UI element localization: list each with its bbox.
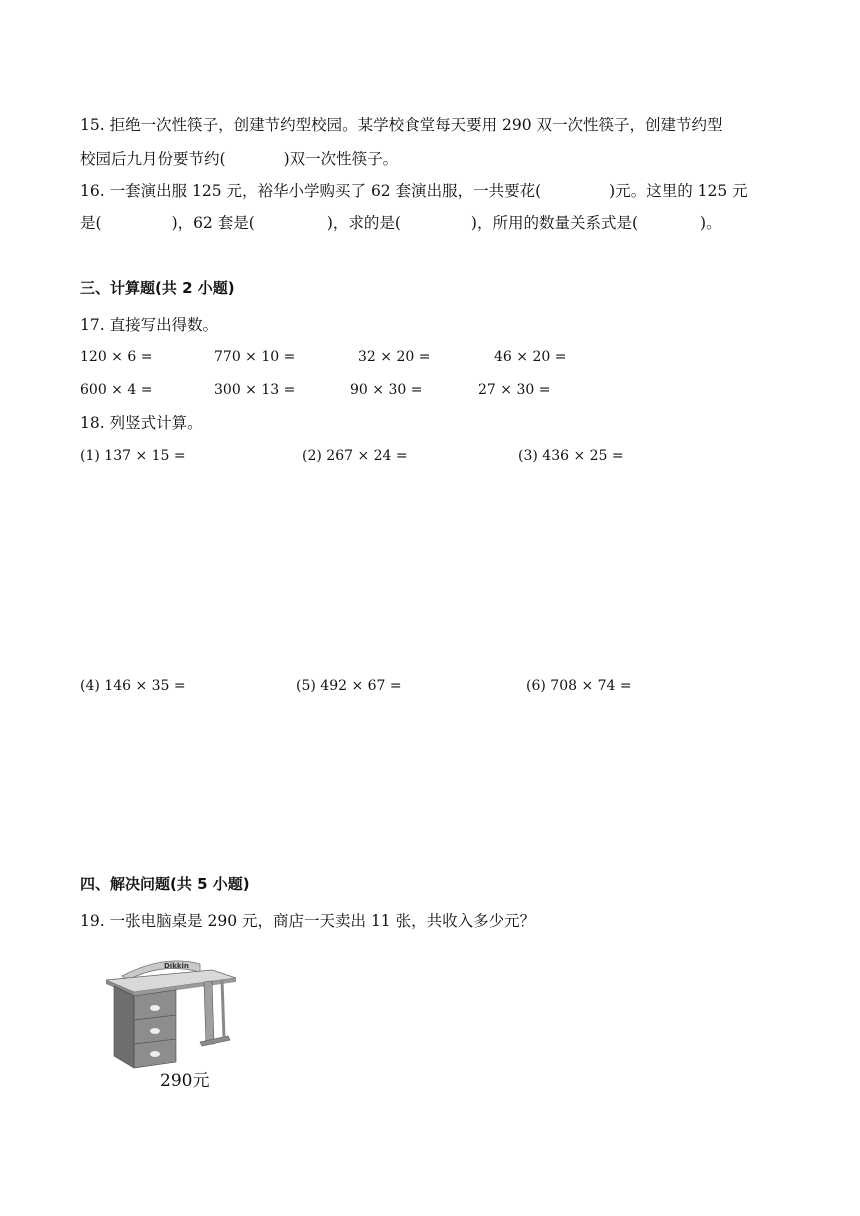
- oral-calc-item: 770 × 10 =: [214, 349, 296, 365]
- vertical-calc-item: (1) 137 × 15 =: [80, 448, 186, 464]
- q15-text-b: )双一次性筷子。: [283, 150, 399, 168]
- desk-logo: Dikkin: [164, 962, 189, 970]
- vertical-calc-item: (3) 436 × 25 =: [518, 448, 624, 464]
- oral-calc-item: 120 × 6 =: [80, 349, 153, 365]
- question-17-prompt: 17. 直接写出得数。: [80, 316, 219, 334]
- question-16-line-2: [80, 212, 722, 234]
- oral-calc-item: 90 × 30 =: [350, 382, 423, 398]
- vertical-calc-item: (4) 146 × 35 =: [80, 678, 186, 694]
- vertical-calc-item: (2) 267 × 24 =: [302, 448, 408, 464]
- oral-calc-item: 32 × 20 =: [358, 349, 431, 365]
- question-15-line-2: [80, 148, 398, 170]
- q16-text-d: )，62 套是(: [171, 214, 255, 232]
- section-4-heading: 四、解决问题(共 5 小题): [80, 875, 250, 893]
- question-19-prompt: 19. 一张电脑桌是 290 元，商店一天卖出 11 张，共收入多少元？: [80, 912, 536, 930]
- q16-text-e: )，求的是(: [326, 214, 401, 232]
- oral-calc-item: 600 × 4 =: [80, 382, 153, 398]
- q16-text-g: )。: [700, 214, 722, 232]
- oral-calc-item: 46 × 20 =: [494, 349, 567, 365]
- oral-calc-item: 300 × 13 =: [214, 382, 296, 398]
- price-caption: 290元: [160, 1071, 210, 1091]
- q16-text-f: )，所用的数量关系式是(: [470, 214, 639, 232]
- q16-text-b: )元。这里的 125 元: [609, 182, 748, 200]
- oral-calc-item: 27 × 30 =: [478, 382, 551, 398]
- question-16-line-1: [80, 180, 748, 202]
- section-3-heading: 三、计算题(共 2 小题): [80, 279, 235, 297]
- q15-text-a: 校园后九月份要节约(: [80, 150, 226, 168]
- vertical-calc-item: (6) 708 × 74 =: [526, 678, 632, 694]
- question-18-prompt: 18. 列竖式计算。: [80, 414, 203, 432]
- q16-text-c: 是(: [80, 214, 102, 232]
- computer-desk-figure: [104, 958, 240, 1090]
- question-15-line-1: 15. 拒绝一次性筷子，创建节约型校园。某学校食堂每天要用 290 双一次性筷子，创建节约型: [80, 116, 723, 134]
- q16-text-a: 16. 一套演出服 125 元，裕华小学购买了 62 套演出服，一共要花(: [80, 182, 542, 200]
- vertical-calc-item: (5) 492 × 67 =: [296, 678, 402, 694]
